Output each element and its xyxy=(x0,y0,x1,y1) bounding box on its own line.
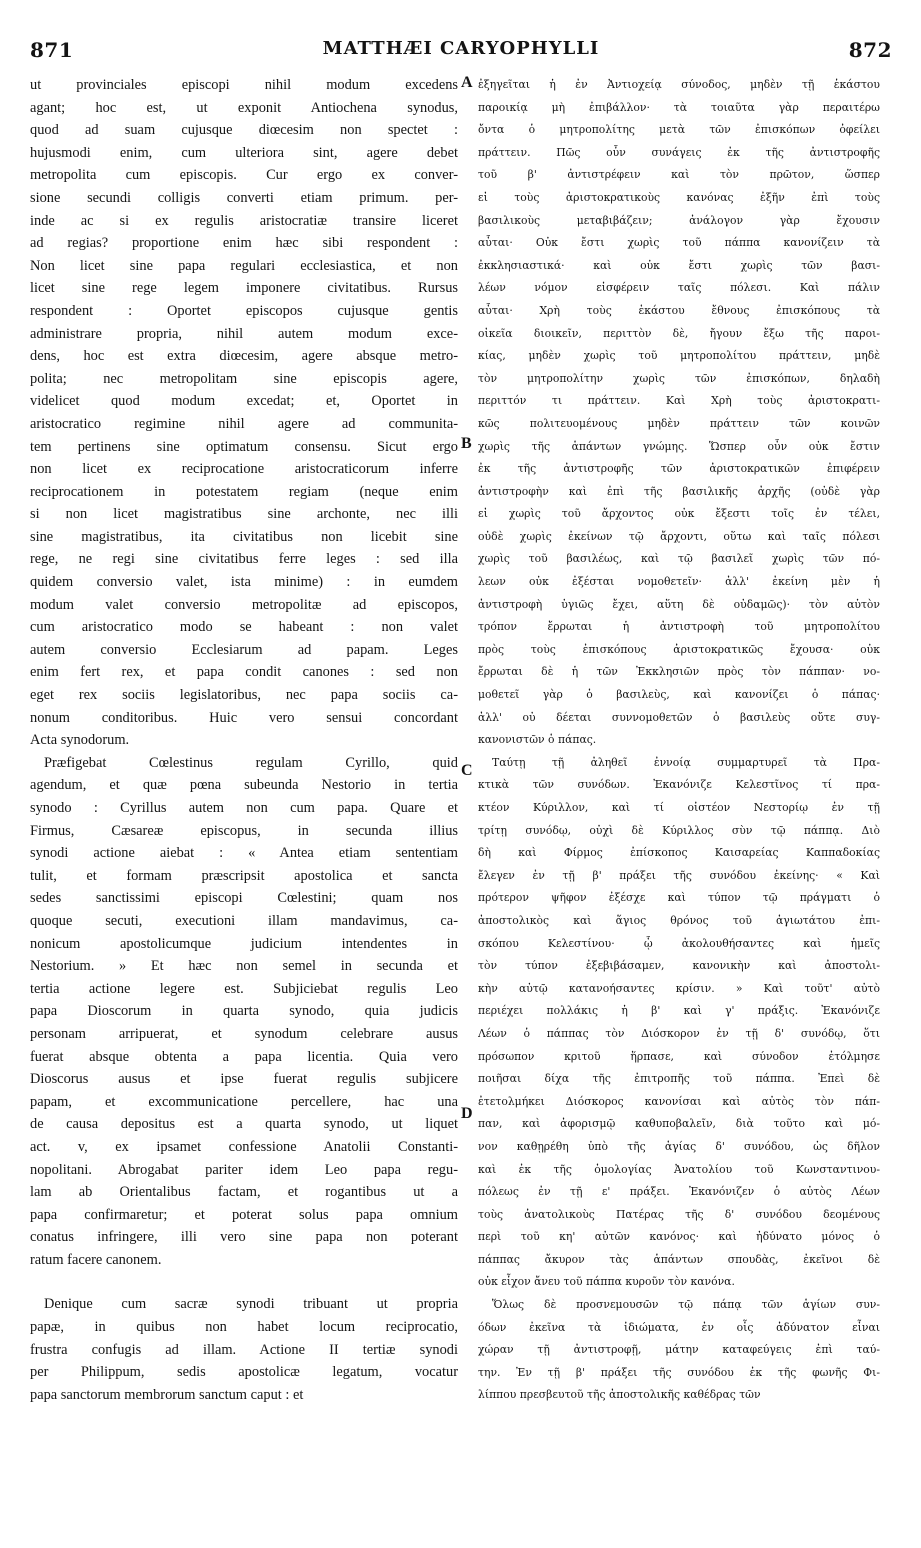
latin-line: Denique cum sacræ synodi tribuant ut propria xyxy=(44,1296,458,1313)
latin-line: cum aristocratico modo se habeant : non valet xyxy=(30,619,458,636)
greek-column xyxy=(478,74,880,1407)
greek-line: αὗται· Χρὴ τοὺς ἑκάστου ἔθνους ἐπισκόπους τὰ xyxy=(478,303,880,317)
greek-line: κτέον Κύριλλον, καὶ τί οἰστέον Νεστορίῳ ἐν τῇ xyxy=(478,801,880,814)
latin-line: personam arripuerat, et synodum celebrare ausus xyxy=(30,1025,458,1042)
latin-line: act. v, ex ipsamet confessione Anatolii Constanti- xyxy=(30,1138,458,1155)
greek-line: σκόπου Κελεστίνου· ᾧ ἀκολουθήσαντες καὶ ἡμεῖς xyxy=(478,936,880,950)
latin-line: dens, hoc est extra diœcesim, agere absque metro- xyxy=(30,348,458,365)
greek-line: τρόπον ἔρρωται ἡ ἀντιστροφὴ τοῦ μητροπολίτου xyxy=(478,620,880,634)
greek-line: ἀντιστροφὴν καὶ ἐπὶ τῆς βασιλικῆς ἀρχῆς (οὐδὲ γὰρ xyxy=(478,484,880,498)
latin-line: Non licet sine papa regulari ecclesiastica, et non xyxy=(30,257,458,274)
latin-line: papæ, in quibus non habet locum reciprocatio, xyxy=(30,1319,458,1336)
latin-line: conatus infringere, illi vero sine papa non poterant xyxy=(30,1229,458,1246)
latin-line: sine magistratibus, ita civitatibus non licebit sine xyxy=(30,528,458,545)
latin-line: enim fert rex, et papa condit canones : sed non xyxy=(30,664,458,681)
greek-line: χωρὶς τῆς ἁπάντων γνώμης. Ὥσπερ οὖν οὐκ ἔστιν xyxy=(478,439,880,453)
page-header xyxy=(30,38,892,72)
greek-line: περιέχει πολλάκις ἡ β' καὶ γ' πράξις. Ἐκανόνιζε xyxy=(478,1004,880,1018)
greek-line: ἔρρωται δὲ ἡ τῶν Ἐκκλησιῶν πρὸς τὸν πάππαν· νο- xyxy=(478,665,880,679)
greek-line: κίας, μηδὲν χωρὶς τοῦ μητροπολίτου πράττειν, μηδὲ xyxy=(478,349,880,363)
latin-line: non licet ex reciprocatione aristocraticorum inferre xyxy=(30,461,458,478)
latin-line: papa Dioscorum in quarta synodo, quia judicis xyxy=(30,1003,458,1020)
latin-line: tem pertinens sine optimatum consensu. Sicut ergo xyxy=(30,438,458,455)
latin-line: ut provinciales episcopi nihil modum excedens xyxy=(30,77,458,93)
latin-line: autem conversio Ecclesiarum ad papam. Leges xyxy=(30,641,458,658)
greek-line: ἐκκλησιαστικά· καὶ οὐκ ἔστι χωρὶς τῶν βασι- xyxy=(478,258,880,272)
latin-line: papam, et excommunicatione percellere, hac una xyxy=(30,1093,458,1110)
latin-line: sedes sanctissimi episcopi Cœlestini; quam nos xyxy=(30,890,458,907)
greek-line: κῶς πολιτευομένους μηδὲν πράττειν τῶν κοινῶν xyxy=(478,416,880,430)
greek-line: Ὅλως δὲ προσνεμουσῶν τῷ πάπᾳ τῶν ἁγίων συν- xyxy=(492,1298,880,1312)
latin-line: modum valet conversio metropolitæ ad episcopos, xyxy=(30,596,458,613)
latin-line: si non licet magistratibus sine archonte, nec illi xyxy=(30,506,458,523)
latin-line: eget rex sociis legislatoribus, nec papa sociis ca- xyxy=(30,687,458,704)
margin-marker-d: D xyxy=(461,1105,473,1122)
latin-line: quod ad suam cujusque diœcesim non spectet : xyxy=(30,122,458,139)
greek-line: περὶ τοῦ κη' αὐτῶν κανόνος· καὶ ἠδύνατο μόνος ὁ xyxy=(478,1230,880,1244)
greek-line: την. Ἐν τῇ β' πράξει τῆς συνόδου ἐκ τῆς φωνῆς Φι- xyxy=(478,1365,880,1379)
greek-line: ἀντιστροφὴ ὑγιῶς ἔχει, αὕτη δὲ οὐδαμῶς)· τὸν αὐτὸν xyxy=(478,597,880,611)
greek-line: ποιῆσαι δίχα τῆς ἐπιτροπῆς τοῦ πάππα. Ἐπεὶ δὲ xyxy=(478,1072,880,1086)
greek-line: χωρὶς τοῦ βασιλέως, καὶ τῷ βασιλεῖ χωρὶς τῶν πό- xyxy=(478,552,880,566)
latin-line: administrare propria, nihil autem modum exce- xyxy=(30,325,458,342)
greek-line: Λέων ὁ πάππας τὸν Διόσκορον ἐν τῇ δ' συνόδῳ, ὅτι xyxy=(478,1026,880,1040)
latin-line: synodo : Cyrillus autem non cum papa. Quare et xyxy=(30,800,458,816)
latin-line: reciprocationem in potestatem regiam (neque enim xyxy=(30,483,458,500)
latin-line: tertia actione legere est. Subjiciebat regulis Leo xyxy=(30,980,458,997)
greek-line: οὐκ εἶχον ἄνευ τοῦ πάππα κυροῦν τὸν κανόνα. xyxy=(478,1275,735,1289)
greek-line: εἰ τοὺς ἀριστοκρατικοὺς κανόνας ἐξῆν ἐπὶ τοὺς xyxy=(478,190,880,204)
latin-line: ad regias? proportione enim hæc sibi respondent : xyxy=(30,235,458,252)
greek-line: Ταύτῃ τῇ ἀληθεῖ ἐννοίᾳ συμμαρτυρεῖ τὰ Πρα- xyxy=(492,755,880,769)
greek-line: παροικίᾳ μὴ ἐπιβάλλον· τὰ τοιαῦτα γὰρ περαιτέρω xyxy=(478,100,880,114)
greek-line: τοῦ β' ἀντιστρέφειν καὶ τὸν πρῶτον, ὥσπερ xyxy=(478,168,880,182)
latin-line: respondent : Oportet episcopos cujusque gentis xyxy=(30,302,458,319)
latin-line: aristocratico regimine nihil agere ad communita- xyxy=(30,415,458,432)
greek-line: ὄντα ὁ μητροπολίτης μετὰ τῶν ἐπισκόπων ὀφείλει xyxy=(478,123,880,137)
greek-line: παν, καὶ ἀφορισμῷ καθυποβαλεῖν, διὰ τοῦτο καὶ μό- xyxy=(478,1117,880,1131)
greek-line: κὴν αὐτῷ κατανοήσαντες κρίσιν. » Καὶ τοῦτ' αὐτὸ xyxy=(478,981,880,995)
greek-line: πάππας ἄκυρον τὰς ἁπάντων σπουδὰς, ἐκεῖνοι δὲ xyxy=(478,1252,880,1266)
greek-line: μοθετεῖ γὰρ ὁ βασιλεὺς, καὶ κανονίζει ὁ πάπας· xyxy=(478,688,880,702)
greek-line: βασιλικοὺς μεταβιβάζειν; ἀνάλογον γὰρ ἔχουσιν xyxy=(478,213,880,227)
greek-line: ἐτετολμήκει Διόσκορος κανονίσαι καὶ αὐτὸς τὸν πάπ- xyxy=(478,1094,880,1108)
greek-line: νον καθῃρέθη ὑπὸ τῆς ἁγίας δ' συνόδου, ὡς δῆλον xyxy=(478,1139,880,1153)
greek-line: ἔλεγεν ἐν τῇ β' πράξει τῆς συνόδου ἐκείνης· « Καὶ xyxy=(478,868,880,882)
latin-line: per Philippum, sedis apostolicæ legatum, vocatur xyxy=(30,1364,458,1381)
latin-line: agendum, et quæ pœna subeunda Nestorio in tertia xyxy=(30,777,458,794)
latin-line: nonicum apostolicumque judicium intendentes in xyxy=(30,935,458,952)
latin-line: hujusmodi enim, cum ulteriora sint, agere debet xyxy=(30,144,458,161)
greek-line: κανονιστῶν ὁ πάπας. xyxy=(478,733,597,747)
greek-line: πρότερον ψῆφον ἐξέσχε καὶ τύπον τῷ πράγματι ὁ xyxy=(478,891,880,905)
greek-line: χώραν τῇ ἀντιστροφῇ, μάτην καταφεύγεις ἐπὶ ταύ- xyxy=(478,1343,880,1357)
greek-line: ἐξηγεῖται ἡ ἐν Ἀντιοχείᾳ σύνοδος, μηδὲν τῇ ἑκάστου xyxy=(478,78,880,91)
greek-line: τρίτῃ συνόδῳ, οὐχὶ δὲ Κύριλλος σὺν τῷ πάππᾳ. Διὸ xyxy=(478,823,880,837)
greek-line: λίππου πρεσβευτοῦ τῆς ἀποστολικῆς καθέδρας τῶν xyxy=(478,1388,761,1402)
latin-line: lam ab Orientalibus factam, et rogantibus ut a xyxy=(30,1184,458,1201)
greek-line: τοὺς ἀνατολικοὺς Πατέρας τῆς δ' συνόδου δεομένους xyxy=(478,1207,880,1221)
latin-line: ratum facere canonem. xyxy=(30,1251,162,1268)
latin-line: frustra confugis ad illam. Actione II tertiæ synodi xyxy=(30,1341,458,1358)
greek-line: οὐδὲ χωρὶς ἐκείνων τῷ ἄρχοντι, οὕτω καὶ ταῖς πόλεσι xyxy=(478,529,880,543)
latin-line: Dioscorus ausus et ipse fuerat regulis subjicere xyxy=(30,1071,458,1088)
latin-line: rege, ne regi sine civitatibus ferre leges : sed illa xyxy=(30,551,458,568)
greek-line: δὴ καὶ Φίρμος ἐπίσκοπος Καισαρείας Καππαδοκίας xyxy=(478,846,880,860)
latin-line: agant; hoc est, ut exponit Antiochena synodus, xyxy=(30,99,458,116)
margin-marker-a: A xyxy=(461,74,473,91)
latin-line: nonum conditoribus. Huic vero sensui concordant xyxy=(30,709,458,726)
latin-line: metropolita cum episcopis. Cur ergo ex conver- xyxy=(30,167,458,184)
latin-line: sione secundi colligis converti etiam primum. per- xyxy=(30,189,458,206)
margin-marker-c: C xyxy=(461,762,473,779)
greek-line: περιττόν τι πράττειν. Καὶ Χρὴ τοὺς ἀριστοκρατι- xyxy=(478,394,880,408)
greek-line: πόλεως ἐν τῇ ε' πράξει. Ἐκανόνιζεν ὁ αὐτὸς Λέων xyxy=(478,1185,880,1199)
greek-line: ἀλλ' οὐ δέεται συννομοθετῶν ὁ βασιλεὺς οὔτε συγ- xyxy=(478,710,880,724)
latin-line: papa confirmaretur; et poterat solus papa omnium xyxy=(30,1206,458,1223)
latin-line: videlicet quod modum excedat; et, Oportet in xyxy=(30,393,458,410)
latin-line: quoque secuti, executioni illam mandavimus, ca- xyxy=(30,912,458,929)
greek-line: ἐκ τῆς ἀντιστροφῆς τῶν ἀριστοκρατικῶν ἐπιφέρειν xyxy=(478,462,880,476)
latin-line: Nestorium. » Et hæc non semel in secunda et xyxy=(30,958,458,975)
latin-line: Acta synodorum. xyxy=(30,732,130,749)
latin-line: licet sine rege legem imponere civitatibus. Rursus xyxy=(30,280,458,297)
greek-line: τὸν μητροπολίτην χωρὶς τῶν ἐπισκόπων, δηλαδὴ xyxy=(478,371,880,385)
greek-line: λέων νόμον εἰσφέρειν ταῖς πόλεσι. Καὶ πάλιν xyxy=(478,281,880,295)
greek-line: αὗται· Οὐκ ἔστι χωρὶς τοῦ πάππα κανονίζειν τὰ xyxy=(478,236,880,250)
greek-line: τὸν τύπον ἐξεβιβάσαμεν, κανονικὴν καὶ ἀποστολι- xyxy=(478,959,880,973)
greek-line: ἀποστολικὸς καὶ ἅγιος θρόνος τοῦ ἁγιωτάτου ἐπι- xyxy=(478,913,880,927)
latin-line: Firmus, Cæsareæ episcopus, in secunda illius xyxy=(30,822,458,839)
greek-line: πρὸς τοὺς ἐπισκόπους ἀριστοκρατικῶς ἔχουσα· οὐκ xyxy=(478,642,880,656)
right-page-number: 872 xyxy=(848,38,892,62)
greek-line: λεων οὐκ ἐξέσται νομοθετεῖν· ἀλλ' ἐκείνη μὲν ἡ xyxy=(478,575,880,589)
greek-line: οἰκεῖα διοικεῖν, περιττὸν δὲ, ἤγουν ἔξω τῆς παροι- xyxy=(478,326,880,340)
margin-marker-b: B xyxy=(461,435,472,452)
greek-line: εἰ χωρὶς τοῦ ἄρχοντος οὐκ ἔξεστι τοῖς ἐν τέλει, xyxy=(478,507,880,521)
latin-column xyxy=(30,74,458,1406)
latin-line: tulit, et formam præscripsit apostolica et sancta xyxy=(30,867,458,884)
greek-line: κτικὰ τῶν συνόδων. Ἐκανόνιζε Κελεστῖνος τί πρα- xyxy=(478,778,880,792)
greek-line: καὶ ἐκ τῆς ὁμολογίας Ἀνατολίου τοῦ Κωνσταντινου- xyxy=(478,1162,880,1176)
latin-line: papa sanctorum membrorum sanctum caput : et xyxy=(30,1386,304,1403)
greek-line: πρόσωπον κριτοῦ ἥρπασε, καὶ σύνοδον ἐτόλμησε xyxy=(478,1049,880,1063)
latin-line: polita; nec metropolitam sine episcopis agere, xyxy=(30,370,458,387)
latin-line: de causa depositus est a quarta synodo, ut liquet xyxy=(30,1116,458,1133)
running-title: MATTHÆI CARYOPHYLLI xyxy=(322,38,600,59)
latin-line: quidem conversio valet, ista minime) : in eumdem xyxy=(30,574,458,591)
latin-line: synodi actione aiebat : « Antea etiam sententiam xyxy=(30,845,458,862)
latin-line: inde ac si ex regulis aristocratiæ transire liceret xyxy=(30,212,458,229)
latin-line: fuerat absque obtenta a papa licentia. Quia vero xyxy=(30,1048,458,1065)
greek-line: πράττειν. Πῶς οὖν συνάγεις ἐκ τῆς ἀντιστροφῆς xyxy=(478,145,880,159)
left-page-number: 871 xyxy=(30,38,74,62)
latin-line: Præfigebat Cœlestinus regulam Cyrillo, quid xyxy=(44,754,458,771)
latin-line: nopolitani. Abrogabat pariter idem Leo papa regu- xyxy=(30,1161,458,1178)
greek-line: όδων ἐκεῖνα τὰ ἰδιώματα, ἐν οἷς ἀδύνατον εἶναι xyxy=(478,1320,880,1334)
